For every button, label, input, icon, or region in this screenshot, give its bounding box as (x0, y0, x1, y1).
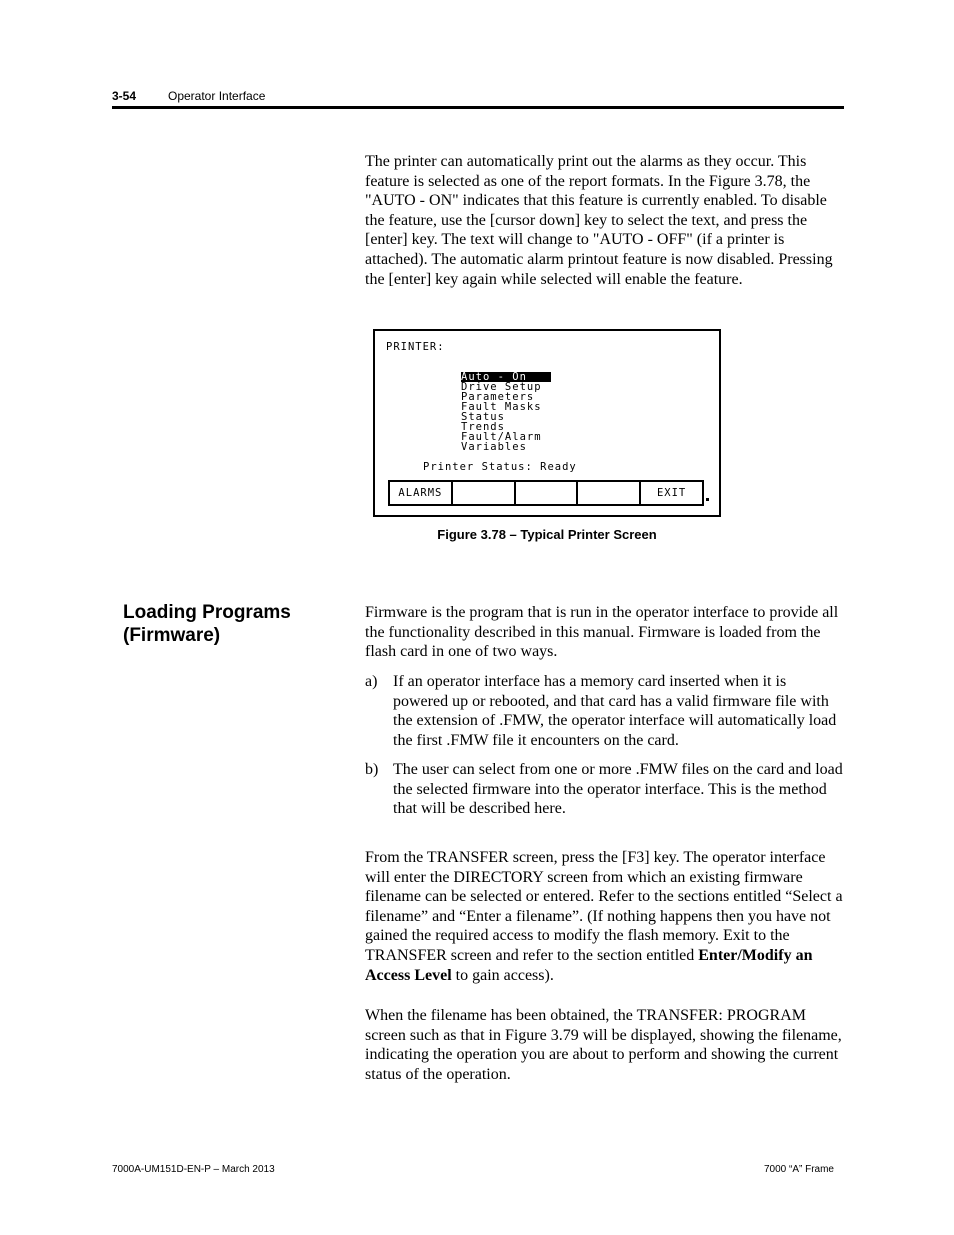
menu-item: Fault/Alarm (461, 431, 542, 443)
running-header: Operator Interface (168, 89, 266, 103)
menu-item: Drive Setup (461, 381, 542, 393)
firmware-intro-paragraph: Firmware is the program that is run in the operator interface to provide all the functionality described in this manual. Firmware is loaded from the flash card in one of two ways. (365, 604, 839, 661)
header-rule (112, 106, 844, 109)
printer-screen-figure (373, 329, 721, 517)
softkey-alarms: ALARMS (390, 482, 453, 504)
list-text: If an operator interface has a memory card inserted when it is powered up or rebooted, and that card has a valid firmware file with the extension of .FMW, the operator interface will automatically load the first .FMW file it encounters on the card. (393, 673, 837, 749)
figure-caption: Figure 3.78 – Typical Printer Screen (437, 527, 657, 542)
printer-menu (461, 372, 551, 452)
list-marker: b) (365, 761, 379, 778)
softkey-bar (388, 480, 704, 506)
list-marker: a) (365, 673, 378, 690)
softkey-2 (453, 482, 516, 504)
softkey-3 (516, 482, 579, 504)
page-number: 3-54 (112, 89, 137, 103)
list-text: The user can select from one or more .FMW files on the card and load the selected firmware into the operator interface. This is the method that will be described here. (393, 761, 843, 818)
menu-item: Fault Masks (461, 401, 542, 413)
printer-status: Printer Status: Ready (423, 461, 577, 473)
softkey-exit: EXIT (656, 487, 687, 499)
section-heading: Loading Programs (Firmware) (123, 602, 291, 646)
screen-title: PRINTER: (386, 341, 445, 353)
filename-paragraph: When the filename has been obtained, the TRANSFER: PROGRAM screen such as that in Figure 3.79 will be displayed, showing the filename, indicating the operation you are about to perform and showing the current status of the operation. (365, 1007, 842, 1083)
menu-item: Parameters (461, 391, 535, 403)
transfer-paragraph (365, 848, 843, 985)
access-level-reference: Enter/Modify an Access Level (365, 946, 813, 984)
menu-item: Status (461, 411, 505, 423)
footer-product: 7000 “A” Frame (763, 1164, 834, 1175)
transfer-paragraph-tail: to gain access). (451, 966, 554, 984)
menu-item: Variables (461, 441, 527, 453)
softkey-4 (578, 482, 641, 504)
menu-item: Trends (461, 421, 505, 433)
cursor-dot (706, 498, 709, 501)
footer-document-id: 7000A-UM151D-EN-P – March 2013 (112, 1164, 275, 1175)
menu-item-selected: Auto - On (461, 372, 551, 382)
transfer-paragraph-text: From the TRANSFER screen, press the [F3] key. The operator interface will enter the DIRECTORY screen from which an existing firmware filename can be selected or entered. Refer to the sections entitled “Select a filename” and “Enter a filename”. (If nothing happens then you have not gained the required access to modify the flash memory. Exit to the TRANSFER screen and refer to the section entitled (365, 849, 843, 964)
intro-paragraph: The printer can automatically print out the alarms as they occur. This feature is selected as one of the report formats. In the Figure 3.78, the "AUTO - ON" indicates that this feature is currently enabled. To disable the feature, use the [cursor down] key to select the text, and press the [enter] key. The text will change to "AUTO - OFF" (if a printer is attached). The automatic alarm printout feature is now disabled. Pressing the [enter] key again while selected will enable the feature. (365, 153, 833, 288)
